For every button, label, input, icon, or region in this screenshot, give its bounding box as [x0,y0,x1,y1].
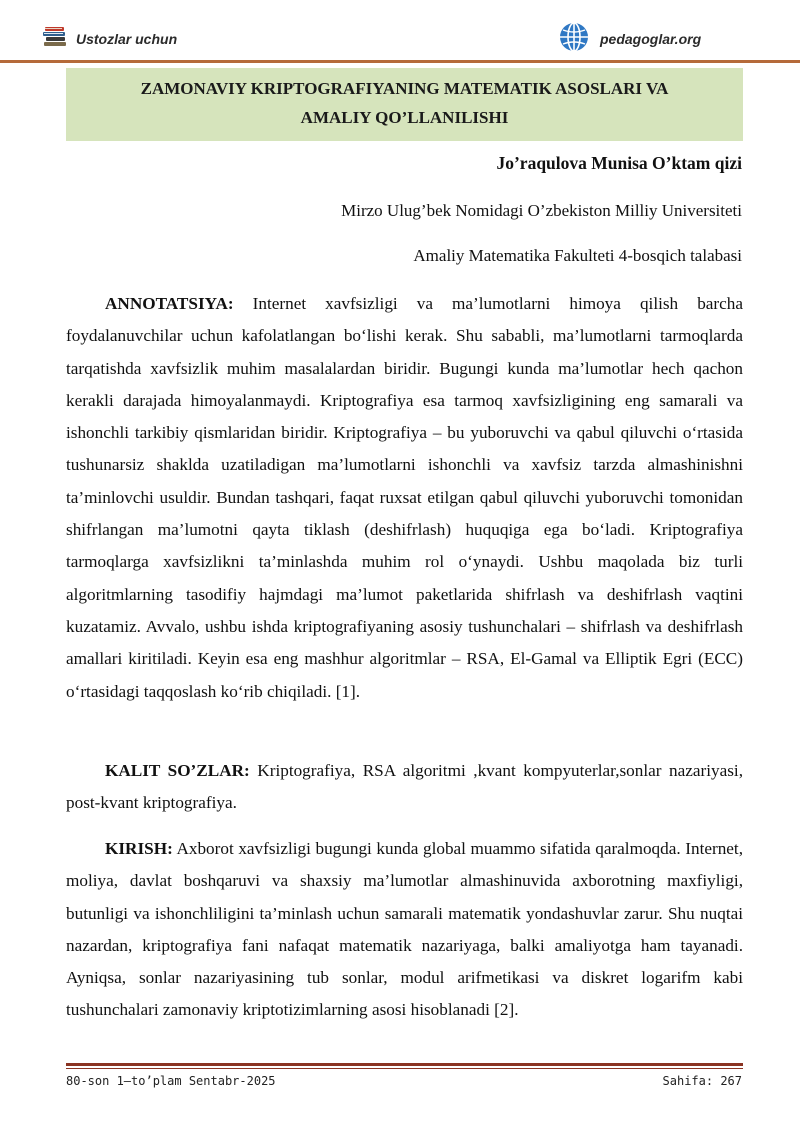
author-faculty: Amaliy Matematika Fakulteti 4-bosqich talabasi [413,246,742,265]
keywords-paragraph [66,755,743,820]
annotation-paragraph [66,288,743,708]
header-site-tagline: Ustozlar uchun [76,31,178,47]
header-left [42,26,177,52]
header-site-url[interactable]: pedagoglar.org [600,31,702,47]
title-line-1: ZAMONAVIY KRIPTOGRAFIYANING MATEMATIK ASOSLARI VA [140,79,669,98]
title-banner [66,68,743,141]
globe-icon [558,21,590,58]
header-rule [0,60,800,63]
intro-text: Axborot xavfsizligi bugungi kunda global muammo sifatida qaralmoqda. Internet, moliya, davlat boshqaruvi va shaxsiy ma’lumotlar almashinuvida axborotning maxfiyligi, butunligi va ishonchliligini ta’minlash uchun samarali matematik yondashuvlar zarur. Shu nuqtai nazardan, kriptografiya fani nafaqat matematik nazariyaga, balki amaliyotga ham tayanadi. Ayniqsa, sonlar nazariyasining tub sonlar, modul arifmetikasi va diskret logarifm kabi tushunchalari zamonaviy kriptotizimlarning asosi hisoblanadi [2]. [66,839,743,1020]
intro-paragraph [66,833,743,1027]
annotation-label: ANNOTATSIYA: [105,294,234,313]
article-title [66,74,743,132]
page-header [0,0,800,64]
author-university: Mirzo Ulug’bek Nomidagi O’zbekiston Milliy Universiteti [341,201,742,220]
footer-rule-thick [66,1063,743,1066]
footer-issue-info: 80-son 1–to’plam Sentabr-2025 [66,1074,276,1088]
header-right [558,22,701,56]
intro-label: KIRISH: [105,839,173,858]
footer-page-number: Sahifa: 267 [662,1074,742,1088]
keywords-text: Kriptografiya, RSA algoritmi ,kvant kompyuterlar,sonlar nazariyasi, post-kvant kriptografiya. [66,761,744,813]
keywords-label: KALIT SO’ZLAR: [105,761,250,780]
books-stack-icon [42,25,68,54]
title-line-2: AMALIY QO’LLANILISHI [300,108,509,127]
author-name: Jo’raqulova Munisa O’ktam qizi [496,153,742,173]
footer-rule-thin [66,1068,743,1069]
annotation-text: Internet xavfsizligi va ma’lumotlarni himoya qilish barcha foydalanuvchilar uchun kafolatlangan bo‘lishi kerak. Shu sababli, ma’lumotlarni tarmoqlarda tarqatishda xavfsizlik muhim masalalardan biridir. Bugungi kunda ma’lumotlar hech qachon kerakli darajada himoyalanmaydi. Kriptografiya esa tarmoq xavfsizligining eng samarali va ishonchli tarkibiy qismlaridan biridir. Kriptografiya – bu yuboruvchi va qabul qiluvchi o‘rtasida tushunarsiz shaklda uzatiladigan ma’lumotlarni ishonchli va xavfsiz tarzda almashinishni ta’minlovchi usuldir. Bundan tashqari, faqat ruxsat etilgan qabul qiluvchi yuboruvchi tomonidan shifrlangan ma’lumotni qayta tiklash (deshifrlash) huquqiga ega bo‘ladi. Kriptografiya tarmoqlarga xavfsizlikni ta’minlashda muhim rol o‘ynaydi. Ushbu maqolada biz turli algoritmlarning tasodifiy hajmdagi ma’lumot paketlarida shifrlash va deshifrlash vaqtini kuzatamiz. Avvalo, ushbu ishda kriptografiyaning asosiy tushunchalari – shifrlash va deshifrlash amallari kiritiladi. Keyin esa eng mashhur algoritmlar – RSA, El-Gamal va Elliptik Egri (ECC) o‘rtasidagi taqqoslash ko‘rib chiqiladi. [1]. [66,294,743,701]
